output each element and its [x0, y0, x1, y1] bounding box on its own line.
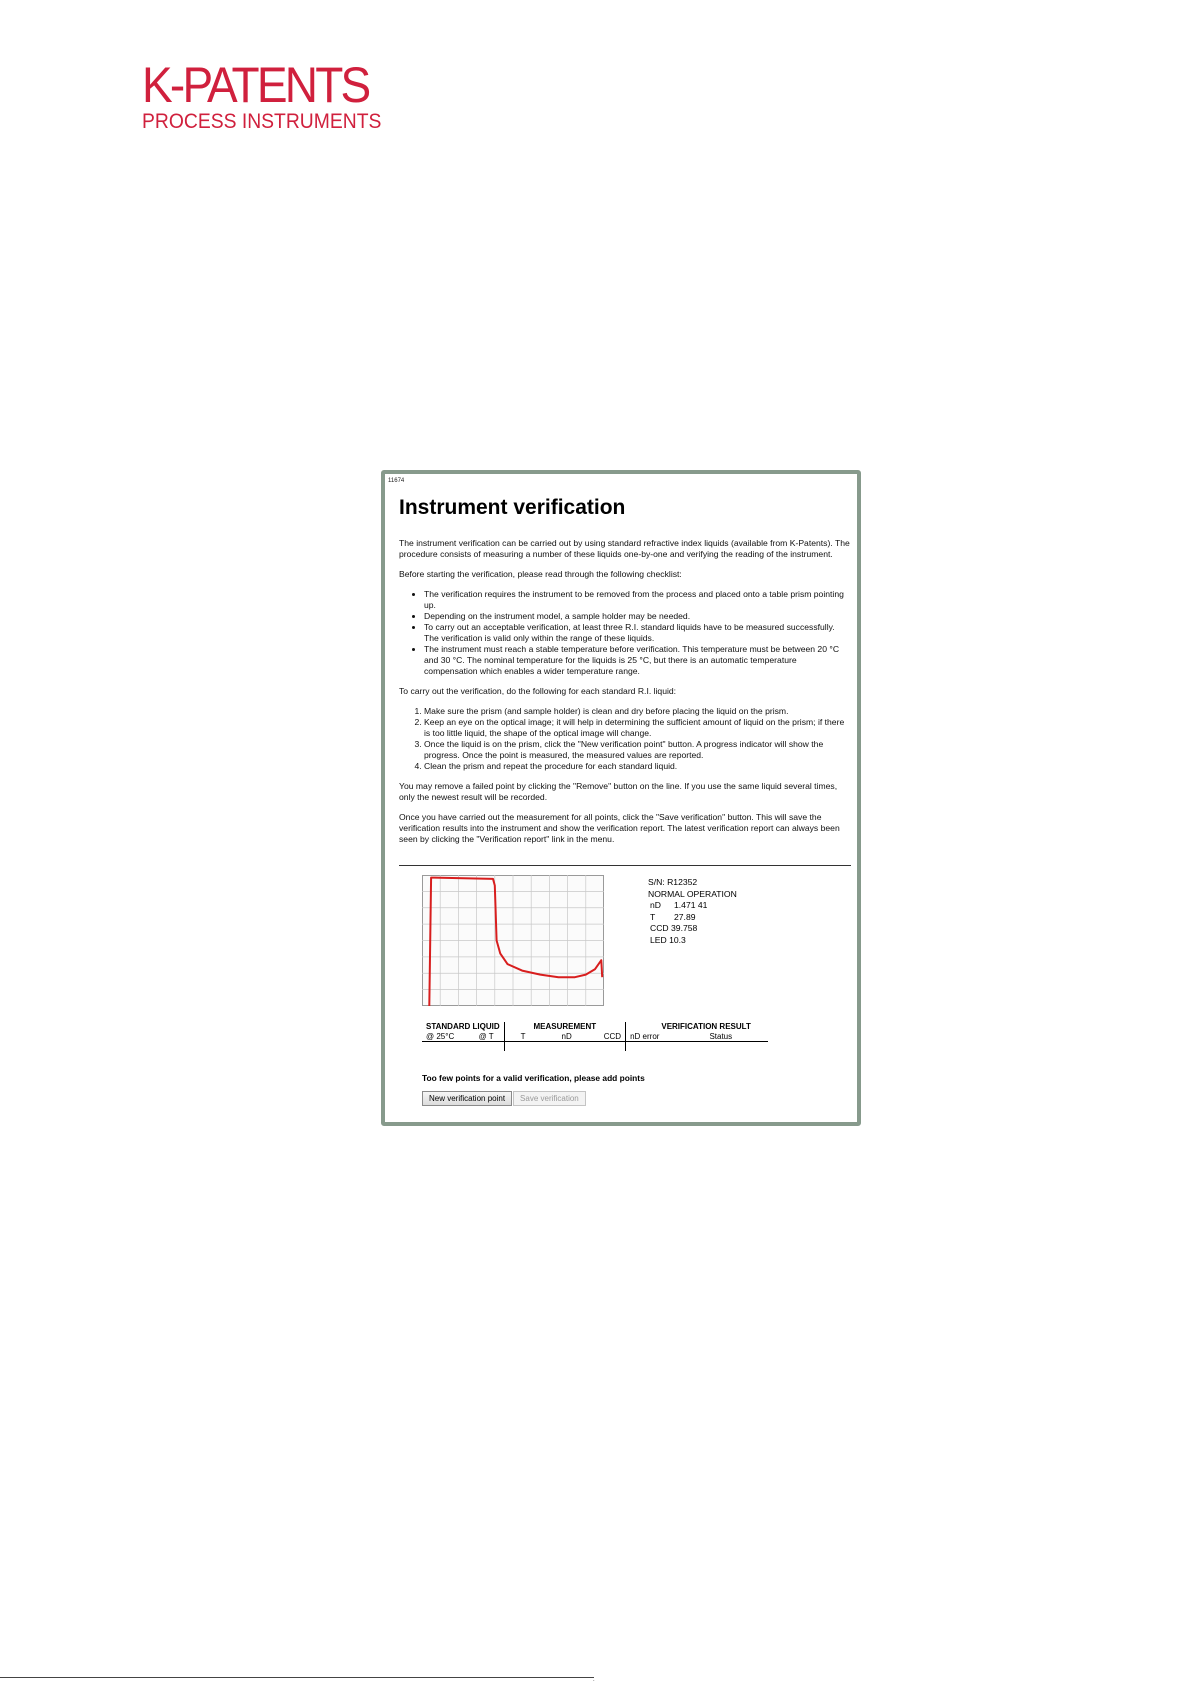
intro-text: The instrument verification can be carried out by using standard refractive index liquids (available from K-Patents). The procedure consists of measuring a number of these liquids one-by-one and verifying the reading of the instrument. — [399, 538, 850, 559]
col-at-25c: @ 25°C — [422, 1032, 465, 1042]
group-standard-liquid: STANDARD LIQUID — [426, 1022, 500, 1031]
save-verification-button[interactable]: Save verification — [513, 1091, 586, 1106]
footer-mark: . — [593, 1677, 595, 1683]
col-status: Status — [663, 1032, 768, 1042]
logo-subtitle: PROCESS INSTRUMENTS — [142, 110, 382, 133]
nd-label: nD — [650, 900, 661, 910]
instructions — [399, 538, 851, 854]
logo-wordmark: K-PATENTS — [142, 57, 369, 113]
checklist — [399, 589, 851, 677]
group-verification-result: VERIFICATION RESULT — [626, 1022, 769, 1032]
serial-number: S/N: R12352 — [648, 877, 698, 887]
verification-table — [422, 1022, 768, 1051]
k-patents-logo — [142, 58, 387, 134]
verification-screenshot — [381, 470, 861, 1126]
checklist-item: • Depending on the instrument model, a sample holder may be needed. — [424, 611, 851, 622]
divider — [399, 865, 851, 866]
ccd-value: CCD 39.758 — [650, 923, 698, 933]
col-nd: nD — [530, 1032, 576, 1042]
col-t: T — [504, 1032, 529, 1042]
new-verification-point-button[interactable]: New verification point — [422, 1091, 512, 1106]
group-measurement: MEASUREMENT — [504, 1022, 625, 1032]
nd-value: 1.471 41 — [674, 900, 708, 910]
checklist-item: • To carry out an acceptable verification, at least three R.I. standard liquids have to be measured successfully. The verification is valid only within the range of these liquids. — [424, 622, 851, 644]
step-item: 3. Once the liquid is on the prism, click the "New verification point" button. A progress indicator will show the progress. Once the point is measured, the measured values are reported. — [424, 739, 851, 761]
page-title: Instrument verification — [399, 496, 626, 519]
led-value: LED 10.3 — [650, 934, 686, 945]
warning-message: Too few points for a valid verification, please add points — [422, 1073, 645, 1083]
steps-list — [399, 706, 851, 772]
optical-image-plot — [422, 875, 604, 1006]
col-nd-error: nD error — [626, 1032, 664, 1042]
step-item: 2. Keep an eye on the optical image; it will help in determining the sufficient amount of liquid on the prism; if there is too little liquid, the shape of the optical image will change. — [424, 717, 851, 739]
t-label: T — [650, 911, 656, 922]
operation-mode: NORMAL OPERATION — [648, 888, 737, 899]
steps-intro: To carry out the verification, do the following for each standard R.I. liquid: — [399, 686, 677, 696]
remove-note: You may remove a failed point by clicking the "Remove" button on the line. If you use the same liquid several times, only the newest result will be recorded. — [399, 781, 838, 802]
button-bar — [422, 1091, 586, 1106]
page-id: 11674 — [388, 478, 405, 484]
col-at-t: @ T — [465, 1032, 505, 1042]
col-ccd: CCD — [576, 1032, 626, 1042]
checklist-item: • The instrument must reach a stable temperature before verification. This temperature must be between 20 °C and 30 °C. The nominal temperature for the liquids is 25 °C, but there is an automatic temperature compensation which enables a wider temperature range. — [424, 644, 851, 677]
t-value: 27.89 — [674, 911, 696, 922]
save-note: Once you have carried out the measurement for all points, click the "Save verification" button. This will save the verification results into the instrument and show the verification report. The latest verification report can always been seen by clicking the "Verification report" link in the menu. — [399, 812, 840, 844]
instrument-status — [648, 877, 737, 946]
checklist-item: • The verification requires the instrument to be removed from the process and placed onto a table prism pointing up. — [424, 589, 851, 611]
step-item: 1. Make sure the prism (and sample holder) is clean and dry before placing the liquid on the prism. — [424, 706, 851, 717]
checklist-intro: Before starting the verification, please read through the following checklist: — [399, 569, 682, 579]
footer-rule — [0, 1677, 594, 1678]
step-item: 4. Clean the prism and repeat the procedure for each standard liquid. — [424, 761, 851, 772]
